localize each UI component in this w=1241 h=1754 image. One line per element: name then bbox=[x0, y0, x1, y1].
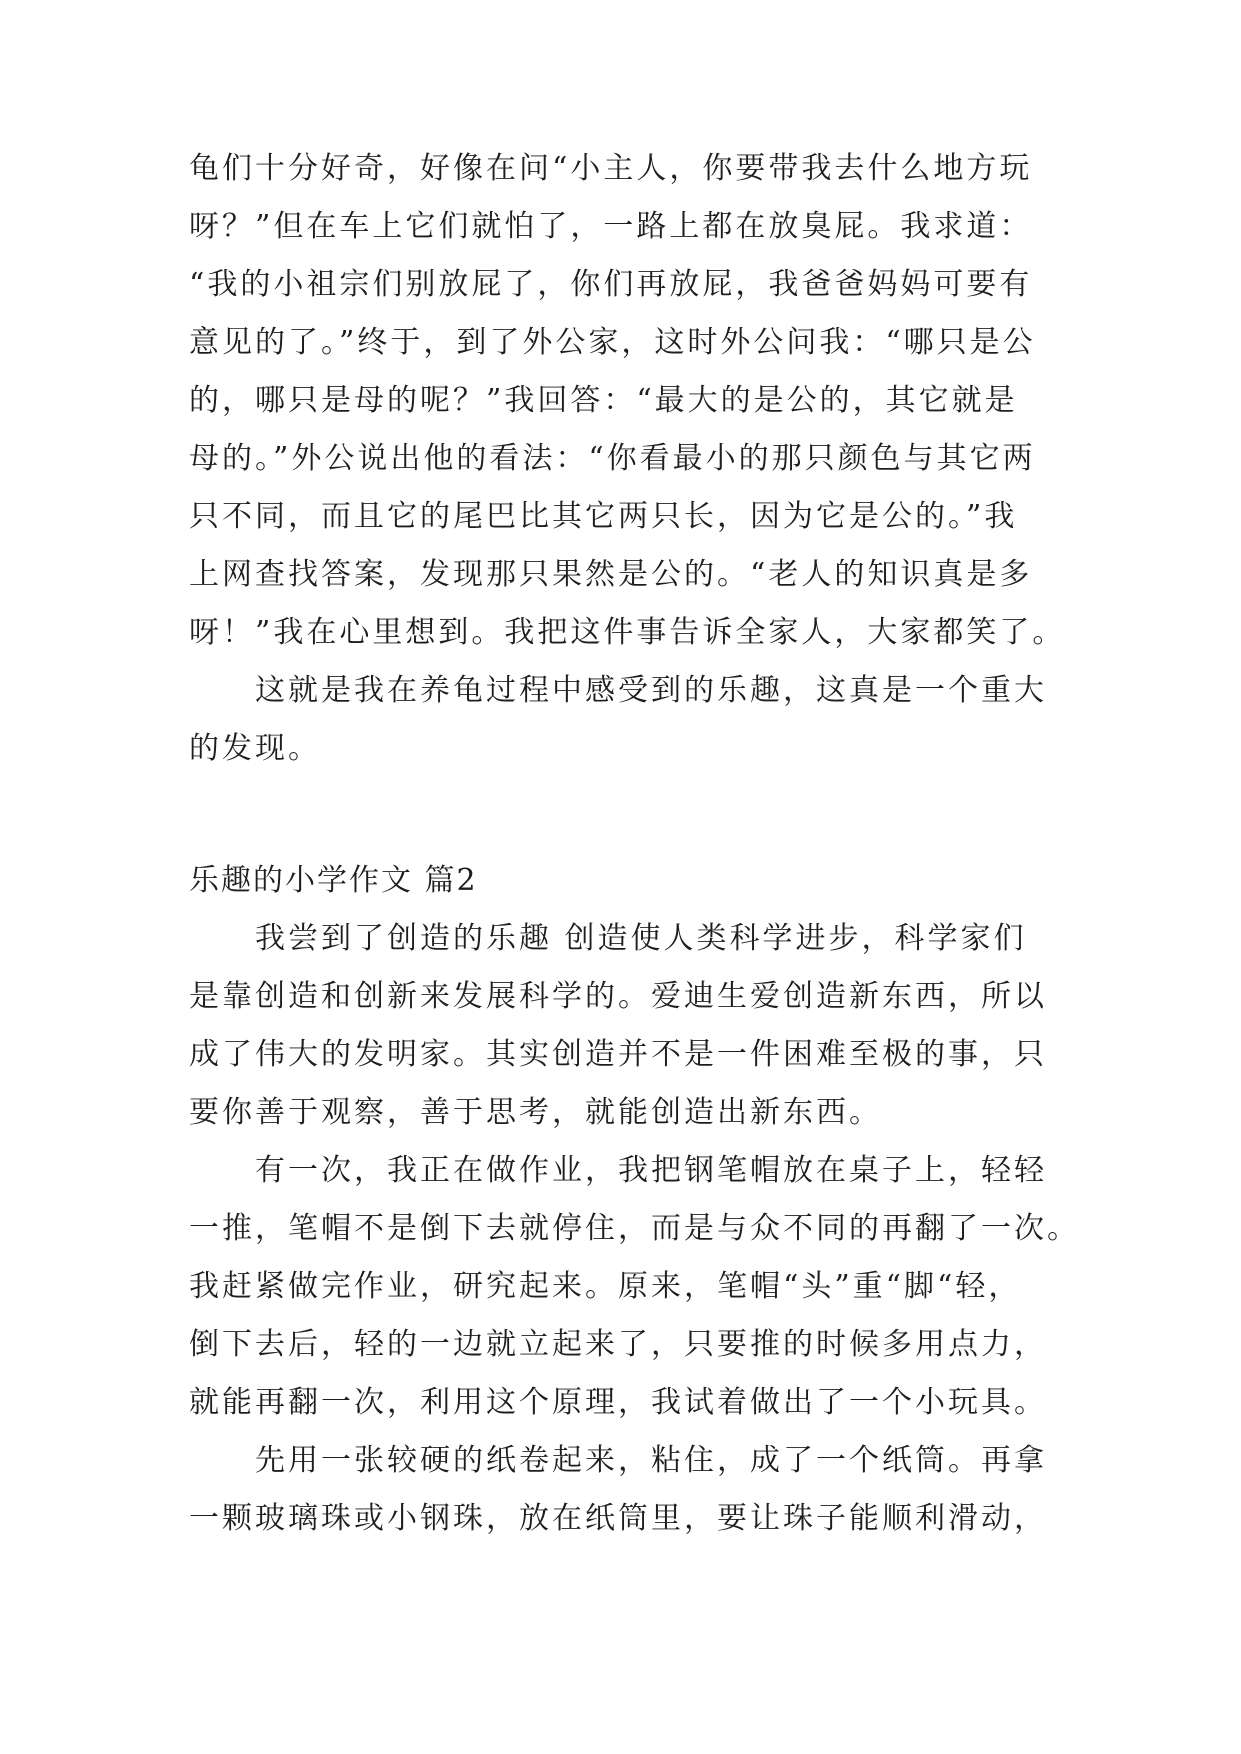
paragraph-line: 上网查找答案，发现那只果然是公的。“老人的知识真是多 bbox=[189, 557, 1033, 592]
paragraph-line: 呀？”但在车上它们就怕了，一路上都在放臭屁。我求道： bbox=[189, 209, 1033, 244]
paragraph-line: 的，哪只是母的呢？”我回答：“最大的是公的，其它就是 bbox=[189, 383, 1018, 418]
paragraph-line: 先用一张较硬的纸卷起来，粘住，成了一个纸筒。再拿 bbox=[255, 1443, 1047, 1478]
paragraph-line: 意见的了。”终于，到了外公家，这时外公问我：“哪只是公 bbox=[189, 325, 1036, 360]
paragraph-line: 龟们十分好奇，好像在问“小主人，你要带我去什么地方玩 bbox=[189, 151, 1033, 186]
paragraph-line: 我赶紧做完作业，研究起来。原来，笔帽“头”重“脚“轻， bbox=[189, 1269, 1022, 1304]
paragraph-line: 有一次，我正在做作业，我把钢笔帽放在桌子上，轻轻 bbox=[255, 1153, 1047, 1188]
paragraph-line: 的发现。 bbox=[189, 731, 321, 766]
paragraph-line: 是靠创造和创新来发展科学的。爱迪生爱创造新东西，所以 bbox=[189, 979, 1047, 1014]
paragraph-line: 我尝到了创造的乐趣 创造使人类科学进步，科学家们 bbox=[255, 921, 1027, 956]
paragraph-line: “我的小祖宗们别放屁了，你们再放屁，我爸爸妈妈可要有 bbox=[189, 267, 1033, 302]
paragraph-line: 母的。”外公说出他的看法：“你看最小的那只颜色与其它两 bbox=[189, 441, 1036, 476]
paragraph-line: 一推，笔帽不是倒下去就停住，而是与众不同的再翻了一次。 bbox=[189, 1211, 1080, 1246]
paragraph-line: 要你善于观察，善于思考，就能创造出新东西。 bbox=[189, 1095, 882, 1130]
paragraph-line: 一颗玻璃珠或小钢珠，放在纸筒里，要让珠子能顺利滑动， bbox=[189, 1501, 1047, 1536]
paragraph-line: 就能再翻一次，利用这个原理，我试着做出了一个小玩具。 bbox=[189, 1385, 1047, 1420]
paragraph-line: 成了伟大的发明家。其实创造并不是一件困难至极的事，只 bbox=[189, 1037, 1047, 1072]
section-heading: 乐趣的小学作文 篇2 bbox=[189, 863, 478, 898]
paragraph-line: 呀！”我在心里想到。我把这件事告诉全家人，大家都笑了。 bbox=[189, 615, 1066, 650]
paragraph-line: 倒下去后，轻的一边就立起来了，只要推的时候多用点力， bbox=[189, 1327, 1047, 1362]
paragraph-line: 只不同，而且它的尾巴比其它两只长，因为它是公的。”我 bbox=[189, 499, 1018, 534]
paragraph-line: 这就是我在养龟过程中感受到的乐趣，这真是一个重大 bbox=[255, 673, 1047, 708]
